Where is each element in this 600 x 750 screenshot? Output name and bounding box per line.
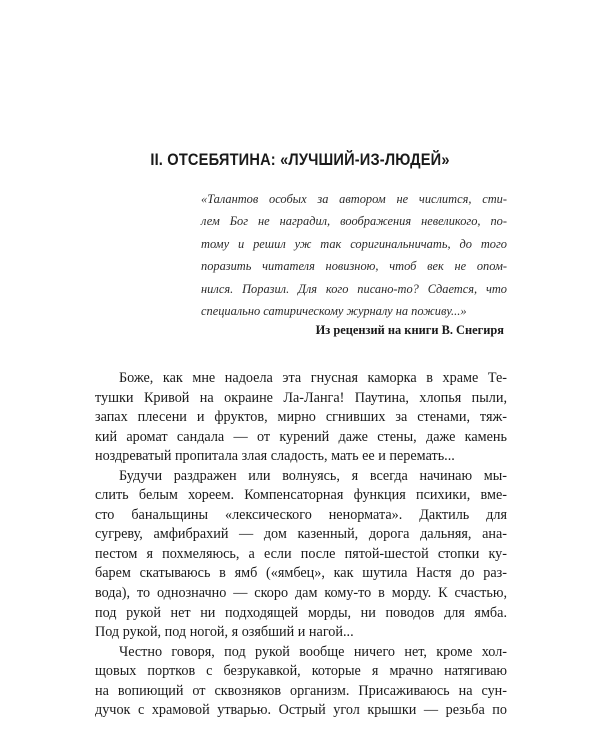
text-line: ноздреватый пропитала злая сладость, мать ее и перемать...: [95, 448, 455, 465]
text-line: Под рукой, под ногой, я озябший и нагой...: [95, 624, 354, 641]
epigraph-line: тому и решил уж так соригинальничать, до того: [201, 236, 507, 251]
text-line: тушки Кривой на окраине Ла-Ланга! Паутина, хлопья пыли,: [95, 389, 507, 406]
text-line: под рукой нет ни подходящей морды, ни поводов для ямба.: [95, 604, 507, 621]
text-line: Честно говоря, под рукой вообще ничего нет, кроме хол-: [119, 643, 507, 660]
text-line: запах плесени и фруктов, мирно сгнивших за стенами, тяж-: [95, 409, 507, 426]
text-line: сто банальщины «лексического ненормата». Дактиль для: [95, 506, 507, 523]
epigraph-line: «Талантов особых за автором не числится, сти-: [201, 192, 507, 206]
text-line: пестом я похмеляюсь, а если после пятой-шестой стопки ку-: [95, 545, 507, 562]
text-line: на вопиющий от сквозняков организм. Присаживаюсь на сун-: [95, 682, 507, 699]
text-line: барем скатываюсь в ямб («ямбец», как шутила Настя до раз-: [95, 565, 507, 582]
epigraph-line: лем Бог не наградил, воображения невеликого, по-: [201, 214, 507, 229]
body-text: [95, 369, 507, 721]
text-line: слить белым хореем. Компенсаторная функция психики, вме-: [95, 487, 507, 504]
epigraph-line: нился. Поразил. Для кого писано-то? Сдается, что: [201, 281, 507, 296]
text-line: Будучи раздражен или волнуясь, я всегда начинаю мы-: [119, 467, 507, 484]
epigraph-line: специально сатирическому журналу на поживу...»: [201, 304, 467, 319]
text-line: дучок с храмовой утварью. Острый угол крышки — резьба по: [95, 702, 507, 719]
chapter-title: II. ОТСЕБЯТИНА: «ЛУЧШИЙ-ИЗ-ЛЮДЕЙ»: [150, 150, 450, 169]
text-line: кий аромат сандала — от курений даже стены, даже камень: [95, 428, 507, 445]
epigraph-attribution: Из рецензий на книги В. Снегиря: [315, 323, 504, 337]
epigraph: [201, 188, 507, 322]
text-line: Боже, как мне надоела эта гнусная каморка в храме Те-: [119, 370, 507, 386]
text-line: вода), то однозначно — скоро дам кому-то в морду. К счастью,: [95, 585, 507, 602]
text-line: сугреву, амфибрахий — дом казенный, дорога дальняя, ана-: [95, 526, 507, 543]
text-line: щовых портков с безрукавкой, которые я мрачно натягиваю: [95, 663, 507, 680]
epigraph-line: поразить читателя новизною, чтоб век не опом-: [201, 259, 507, 274]
